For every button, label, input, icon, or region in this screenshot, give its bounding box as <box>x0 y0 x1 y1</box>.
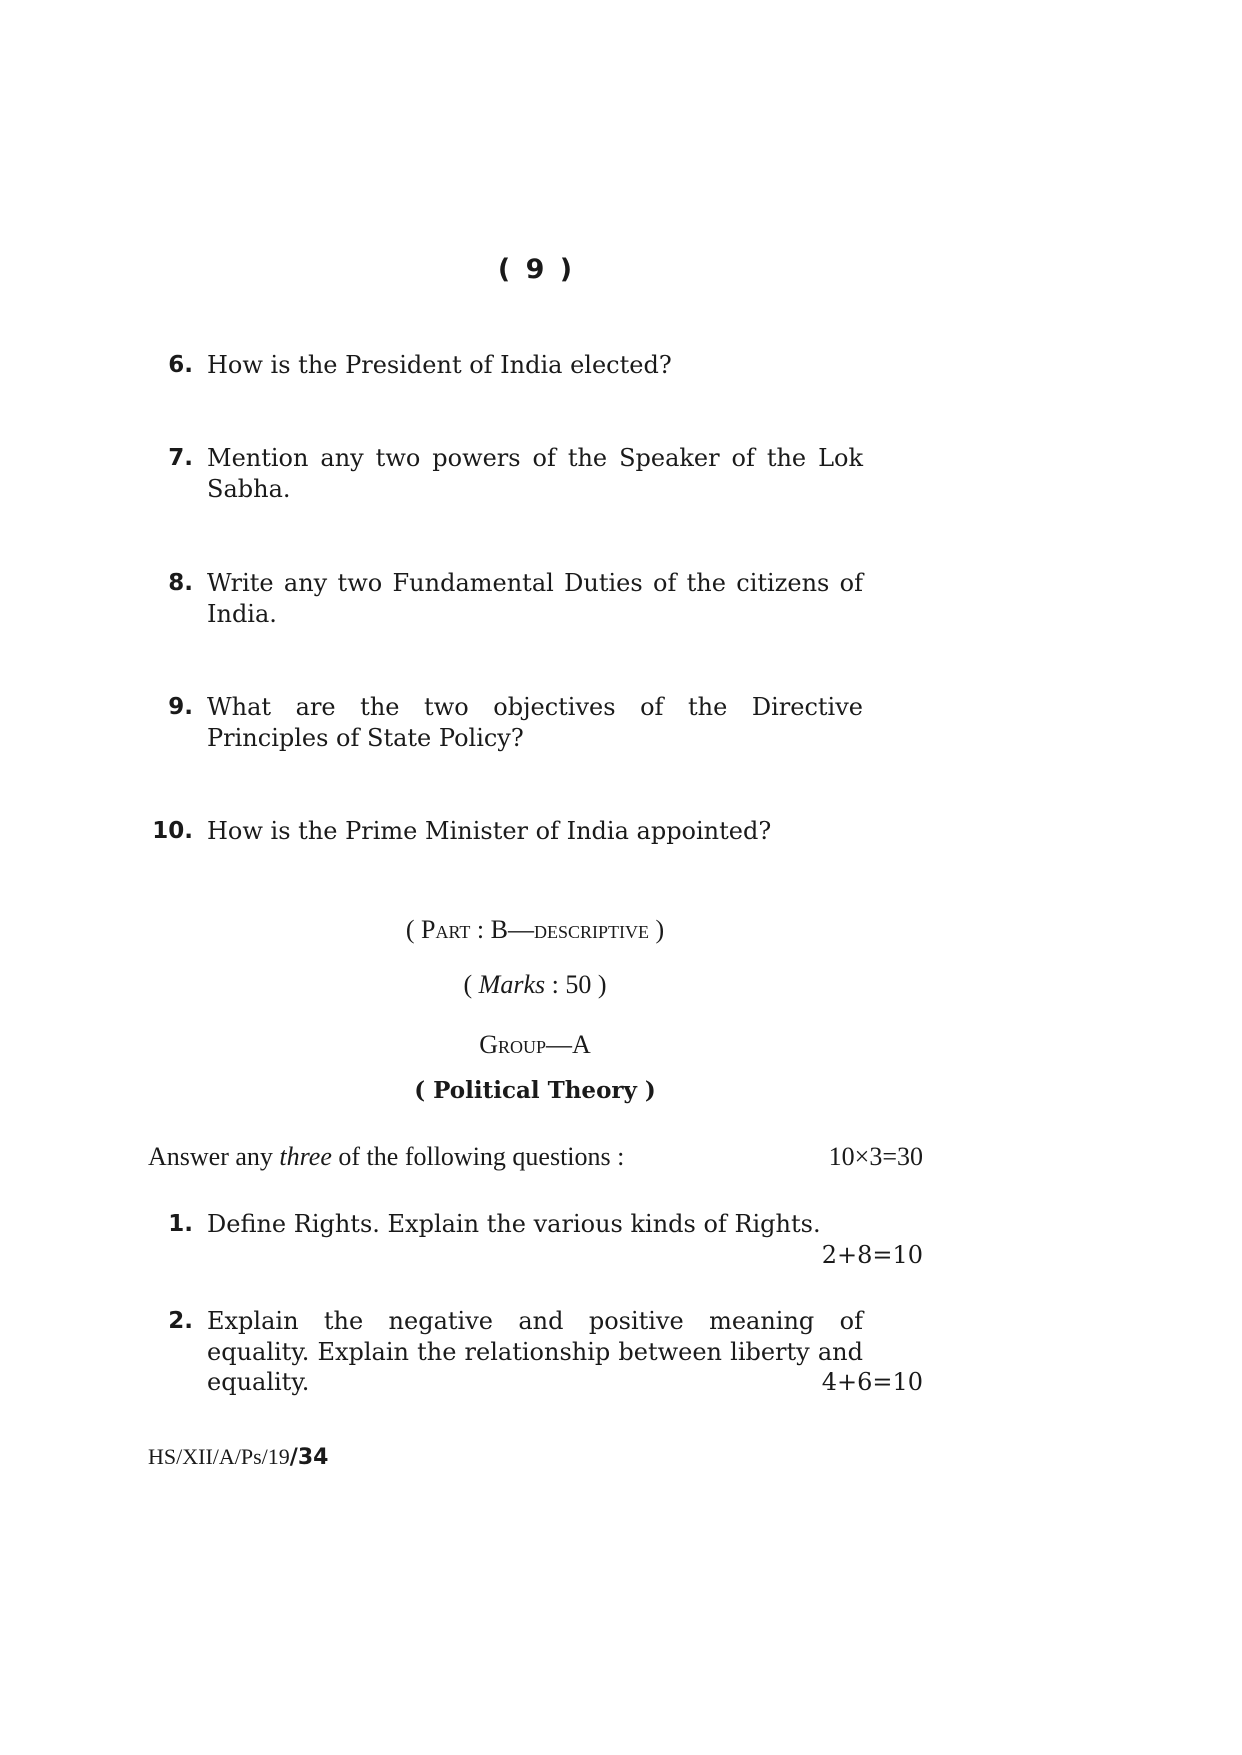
question-number: 8. <box>168 570 193 596</box>
question-8 <box>145 568 865 629</box>
question-marks: 4+6=10 <box>821 1368 923 1396</box>
paper-code: HS/XII/A/Ps/19/34 <box>148 1444 329 1470</box>
marks-heading: ( Marks : 50 ) <box>463 970 607 999</box>
question-text: Explain the negative and positive meaning of equality. Explain the relationship between liberty and equality. <box>207 1307 863 1396</box>
question-text: Define Rights. Explain the various kinds of Rights. <box>207 1210 821 1238</box>
question-text: What are the two objectives of the Directive Principles of State Policy? <box>207 693 863 752</box>
part-label: Part <box>421 915 471 944</box>
part-name: descriptive <box>533 915 649 944</box>
question-number: 7. <box>168 445 193 471</box>
instruction-emphasis: three <box>279 1142 332 1171</box>
question-text: Write any two Fundamental Duties of the citizens of India. <box>207 569 863 628</box>
question-b2 <box>145 1306 923 1398</box>
question-number: 10. <box>152 818 193 844</box>
question-10 <box>145 816 865 847</box>
group-heading: Group—A <box>479 1030 591 1059</box>
question-marks: 2+8=10 <box>821 1240 923 1269</box>
question-text: How is the President of India elected? <box>207 351 672 379</box>
question-number: 2. <box>168 1308 193 1334</box>
question-9 <box>145 692 865 753</box>
instruction-marks: 10×3=30 <box>828 1142 923 1171</box>
question-6 <box>145 350 865 381</box>
question-number: 1. <box>168 1211 193 1237</box>
page-number: ( 9 ) <box>497 254 573 285</box>
question-7 <box>145 443 865 504</box>
question-number: 9. <box>168 694 193 720</box>
question-text: How is the Prime Minister of India appointed? <box>207 817 772 845</box>
question-b1 <box>145 1209 923 1270</box>
group-label: Group <box>479 1030 546 1059</box>
question-number: 6. <box>168 352 193 378</box>
marks-value: : 50 ) <box>545 970 607 999</box>
instruction: Answer any three of the following questions : 10×3=30 <box>148 1142 923 1171</box>
part-heading: ( Part : B—descriptive ) <box>405 915 665 944</box>
group-title: ( Political Theory ) <box>414 1077 656 1104</box>
question-text: Mention any two powers of the Speaker of the Lok Sabha. <box>207 444 863 503</box>
marks-label: Marks <box>478 970 546 999</box>
